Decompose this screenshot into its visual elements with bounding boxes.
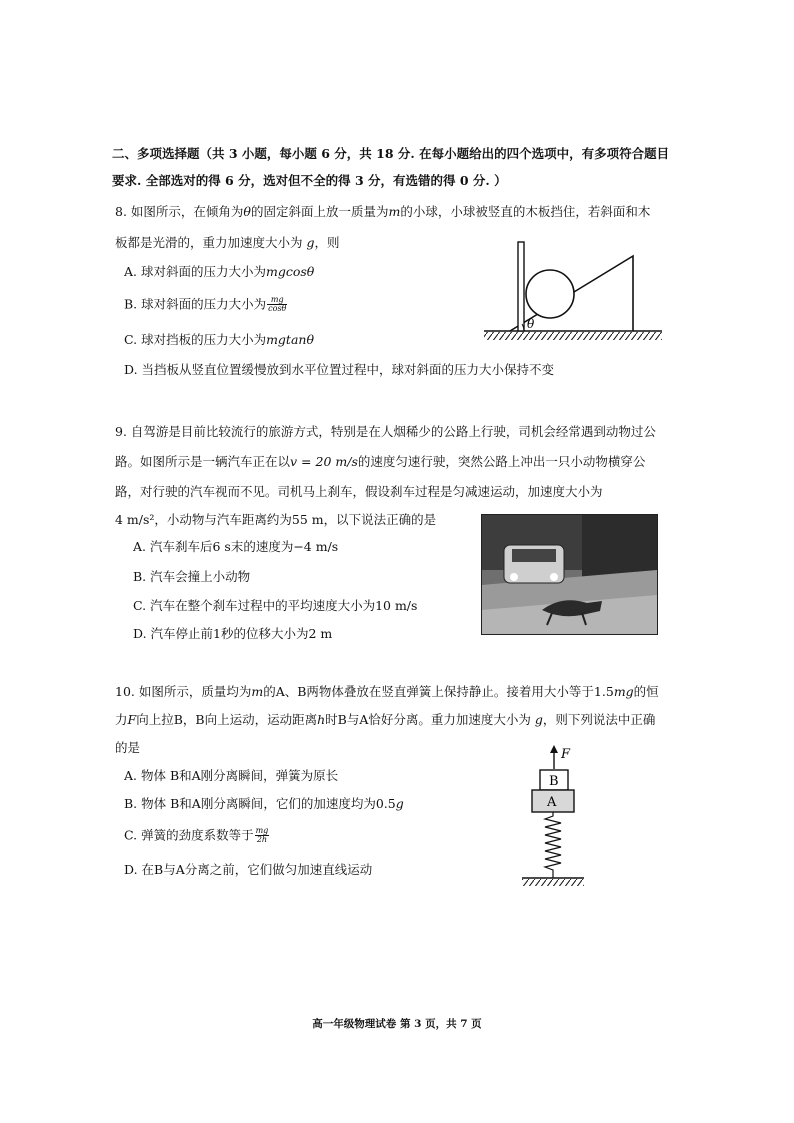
q10-stem-line1: 10. 如图所示，质量均为m的A、B两物体叠放在竖直弹簧上保持静止。接着用大小等于1.5mg的恒 xyxy=(115,684,659,699)
q10-option-c-fraction: $\frac{mg}{2h}$ xyxy=(255,826,269,845)
q9-stem-line3: 路，对行驶的汽车视而不见。司机马上刹车，假设刹车过程是匀减速运动，加速度大小为 xyxy=(115,484,603,499)
q10-stem-line3: 的是 xyxy=(115,740,141,755)
q10-stem-line2: 力F向上拉B，B向上运动，运动距离h时B与A恰好分离。重力加速度大小为 g，则下列说法中正确 xyxy=(115,712,656,727)
q8-ball xyxy=(526,270,574,318)
q10-spring-figure xyxy=(516,744,590,886)
q8-stem-line2: 板都是光滑的，重力加速度大小为 g，则 xyxy=(115,235,340,250)
q10-force-arrowhead xyxy=(550,745,558,753)
q9-option-c: C. 汽车在整个刹车过程中的平均速度大小为10 m/s xyxy=(133,598,418,613)
q8-incline-figure xyxy=(480,238,666,348)
section-header-line2: 要求. 全部选对的得 6 分，选对但不全的得 3 分，有选错的得 0 分. ） xyxy=(112,173,507,188)
q8-option-b: B. 球对斜面的压力大小为 $\frac{mg}{\cos\theta}$ xyxy=(124,295,287,314)
q9-option-d: D. 汽车停止前1秒的位移大小为2 m xyxy=(133,626,333,641)
section-header-line1: 二、多项选择题（共 3 小题，每小题 6 分，共 18 分. 在每小题给出的四个选项中，有多项符合题目 xyxy=(112,146,670,161)
q9-stem-line2: 路。如图所示是一辆汽车正在以v = 20 m/s的速度匀速行驶，突然公路上冲出一只小动物横穿公 xyxy=(115,454,646,469)
q9-stem-line1: 9. 自驾游是目前比较流行的旅游方式，特别是在人烟稀少的公路上行驶，司机会经常遇到动物过公 xyxy=(115,424,656,439)
q10-ground-hatch xyxy=(522,879,584,886)
q10-option-b: B. 物体 B和A刚分离瞬间，它们的加速度均为0.5g xyxy=(124,796,404,811)
q10-option-c: C. 弹簧的劲度系数等于 $\frac{mg}{2h}$ xyxy=(124,826,269,845)
q9-option-a: A. 汽车刹车后6 s末的速度为−4 m/s xyxy=(133,539,339,554)
q8-theta-label: θ xyxy=(527,317,535,331)
q8-stem-line1: 8. 如图所示，在倾角为θ的固定斜面上放一质量为m的小球，小球被竖直的木板挡住，若斜面和木 xyxy=(115,204,651,219)
q8-option-a: A. 球对斜面的压力大小为mgcosθ xyxy=(124,264,315,279)
q10-spring xyxy=(545,812,561,878)
q10-block-b-label: B xyxy=(549,774,559,789)
q8-option-d: D. 当挡板从竖直位置缓慢放到水平位置过程中，球对斜面的压力大小保持不变 xyxy=(124,362,555,377)
q8-option-b-fraction: $\frac{mg}{\cos\theta}$ xyxy=(268,295,287,314)
q10-option-a: A. 物体 B和A刚分离瞬间，弹簧为原长 xyxy=(124,768,339,783)
page-footer: 高一年级物理试卷 第 3 页，共 7 页 xyxy=(312,1018,482,1030)
q9-car-animal-photo xyxy=(481,514,658,635)
q9-option-b: B. 汽车会撞上小动物 xyxy=(133,569,251,584)
q9-stem-line4: 4 m/s²，小动物与汽车距离约为55 m，以下说法正确的是 xyxy=(115,512,437,527)
q10-option-d: D. 在B与A分离之前，它们做匀加速直线运动 xyxy=(124,862,373,877)
q10-force-label: F xyxy=(561,747,571,762)
q8-ground-hatch xyxy=(484,332,662,340)
q10-block-a-label: A xyxy=(547,795,557,810)
q8-option-c: C. 球对挡板的压力大小为mgtanθ xyxy=(124,332,314,347)
q8-board xyxy=(518,242,524,331)
